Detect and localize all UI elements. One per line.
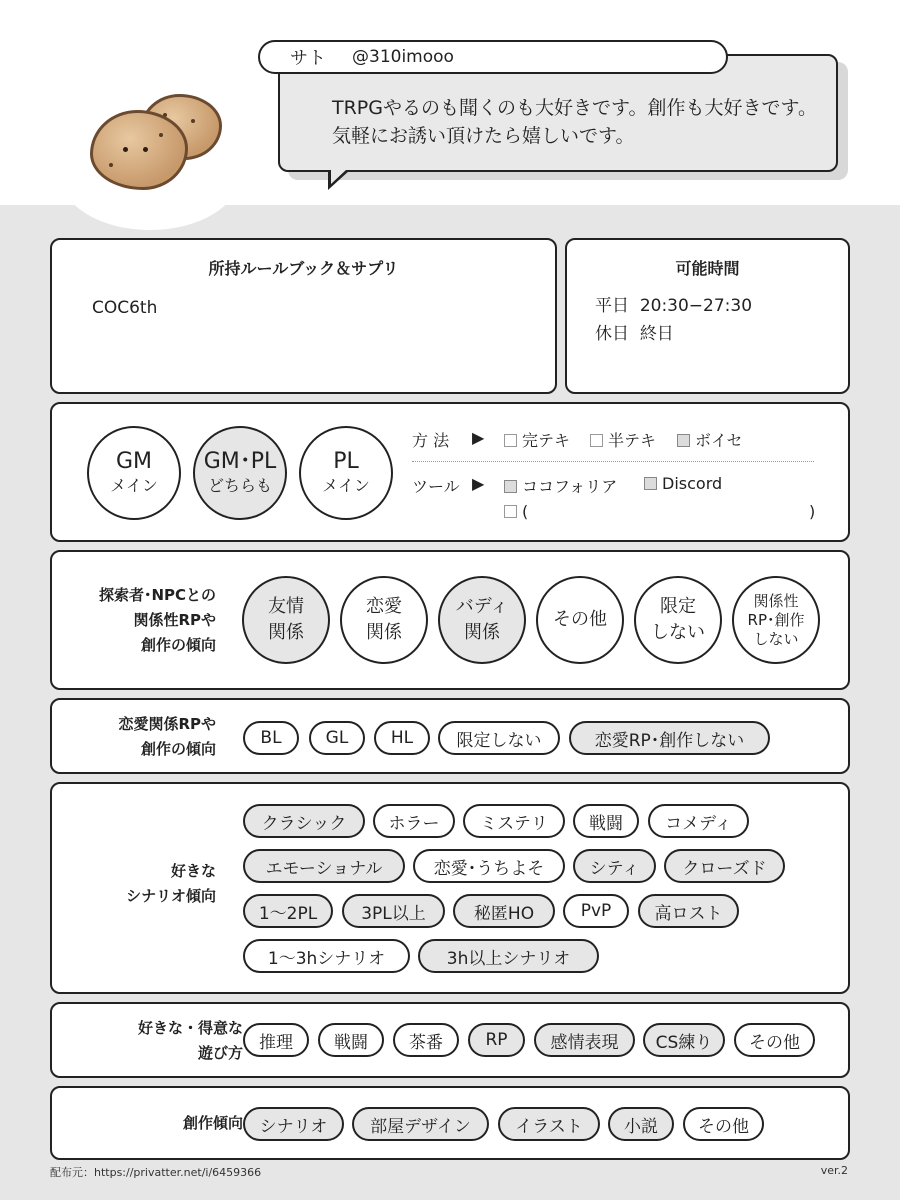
tool-option-discord[interactable]: Discord — [644, 474, 722, 493]
relationship-option-none[interactable]: 関係性 RP･創作 しない — [732, 576, 820, 664]
tool-option-cocofolia[interactable]: ココフォリア — [504, 474, 617, 497]
romance-option-gl[interactable]: GL — [309, 721, 365, 755]
relationship-label: 探索者･NPCとの 関係性RPや 創作の傾向 — [98, 586, 216, 654]
rulebook-box — [50, 238, 557, 394]
relationship-option-other[interactable]: その他 — [536, 576, 624, 664]
profile-handle: @310imooo — [352, 47, 454, 67]
tool-arrow-icon: ▶ — [472, 474, 485, 493]
role-box — [50, 402, 850, 542]
romance-option-unlimited[interactable]: 限定しない — [438, 721, 560, 755]
creative-option-illust[interactable]: イラスト — [498, 1107, 600, 1141]
creative-option-novel[interactable]: 小説 — [608, 1107, 674, 1141]
playstyle-label: 好きな・得意な 遊び方 — [137, 1019, 243, 1062]
checkbox-icon — [504, 434, 517, 447]
playstyle-option-chaban[interactable]: 茶番 — [393, 1023, 459, 1057]
tool-option-other[interactable]: ( — [504, 502, 528, 521]
romance-box — [50, 698, 850, 774]
checkbox-icon — [677, 434, 690, 447]
scenario-option-3h-plus[interactable]: 3h以上シナリオ — [418, 939, 599, 973]
weekday-label: 平日 — [595, 296, 629, 316]
scenario-option-3pl-plus[interactable]: 3PL以上 — [342, 894, 445, 928]
scenario-option-mystery[interactable]: ミステリ — [463, 804, 565, 838]
playstyle-option-combat[interactable]: 戦闘 — [318, 1023, 384, 1057]
method-option-kanteki[interactable]: 完テキ — [504, 428, 570, 451]
checkbox-icon — [644, 477, 657, 490]
bio-line-2: 気軽にお誘い頂けたら嬉しいです。 — [332, 125, 635, 147]
scenario-option-pvp[interactable]: PvP — [563, 894, 629, 928]
method-label: 方 法 — [412, 431, 450, 450]
playstyle-option-emotion[interactable]: 感情表現 — [534, 1023, 635, 1057]
romance-option-none[interactable]: 恋愛RP･創作しない — [569, 721, 770, 755]
holiday-label: 休日 — [595, 324, 629, 344]
playstyle-option-cs[interactable]: CS練り — [643, 1023, 725, 1057]
romance-option-hl[interactable]: HL — [374, 721, 430, 755]
potato-front-icon — [90, 110, 188, 190]
scenario-box — [50, 782, 850, 994]
bio-line-1: TRPGやるのも聞くのも大好きです。創作も大好きです。 — [332, 97, 817, 119]
creative-label: 創作傾向 — [182, 1114, 243, 1132]
method-option-voice[interactable]: ボイセ — [677, 428, 743, 451]
relationship-option-unlimited[interactable]: 限定 しない — [634, 576, 722, 664]
tool-other-close: ) — [809, 502, 816, 521]
scenario-label: 好きな シナリオ傾向 — [126, 862, 216, 905]
scenario-option-combat[interactable]: 戦闘 — [573, 804, 639, 838]
checkbox-icon — [504, 480, 517, 493]
playstyle-option-other[interactable]: その他 — [734, 1023, 815, 1057]
scenario-option-city[interactable]: シティ — [573, 849, 656, 883]
romance-label: 恋愛関係RPや 創作の傾向 — [118, 715, 216, 758]
relationship-option-buddy[interactable]: バディ 関係 — [438, 576, 526, 664]
rulebook-content: COC6th — [92, 298, 158, 318]
method-option-hanteki[interactable]: 半テキ — [590, 428, 656, 451]
scenario-option-1-2pl[interactable]: 1〜2PL — [243, 894, 333, 928]
relationship-option-friendship[interactable]: 友情 関係 — [242, 576, 330, 664]
rulebook-title: 所持ルールブック＆サプリ — [208, 259, 399, 278]
scenario-option-comedy[interactable]: コメディ — [648, 804, 749, 838]
scenario-option-1-3h[interactable]: 1〜3hシナリオ — [243, 939, 410, 973]
creative-option-scenario[interactable]: シナリオ — [243, 1107, 344, 1141]
scenario-option-classic[interactable]: クラシック — [243, 804, 365, 838]
relationship-box — [50, 550, 850, 690]
romance-option-bl[interactable]: BL — [243, 721, 299, 755]
availability-title: 可能時間 — [675, 259, 740, 278]
scenario-option-romance[interactable]: 恋愛･うちよそ — [413, 849, 565, 883]
profile-name: サト — [290, 48, 326, 69]
divider — [412, 461, 814, 462]
weekday-value: 20:30−27:30 — [639, 296, 753, 316]
creative-option-room-design[interactable]: 部屋デザイン — [352, 1107, 489, 1141]
holiday-value: 終日 — [639, 324, 674, 344]
playstyle-option-rp[interactable]: RP — [468, 1023, 525, 1057]
role-gm-main[interactable]: GM メイン — [87, 426, 181, 520]
method-arrow-icon: ▶ — [472, 428, 485, 447]
playstyle-option-deduction[interactable]: 推理 — [243, 1023, 309, 1057]
role-pl-main[interactable]: PL メイン — [299, 426, 393, 520]
scenario-option-closed[interactable]: クローズド — [664, 849, 785, 883]
scenario-option-high-lost[interactable]: 高ロスト — [638, 894, 739, 928]
tool-label: ツール — [412, 477, 460, 496]
checkbox-icon — [504, 505, 517, 518]
footer-source: 配布元：https://privatter.net/i/6459366 — [50, 1166, 262, 1179]
scenario-option-emotional[interactable]: エモーショナル — [243, 849, 405, 883]
availability-box — [565, 238, 850, 394]
relationship-option-romance[interactable]: 恋愛 関係 — [340, 576, 428, 664]
creative-option-other[interactable]: その他 — [683, 1107, 764, 1141]
playstyle-box — [50, 1002, 850, 1078]
creative-box — [50, 1086, 850, 1160]
footer-version: ver.2 — [820, 1164, 848, 1177]
checkbox-icon — [590, 434, 603, 447]
scenario-option-hidden-ho[interactable]: 秘匿HO — [453, 894, 555, 928]
role-gm-pl-both[interactable]: GM･PL どちらも — [193, 426, 287, 520]
scenario-option-horror[interactable]: ホラー — [373, 804, 455, 838]
name-bar — [258, 40, 728, 74]
